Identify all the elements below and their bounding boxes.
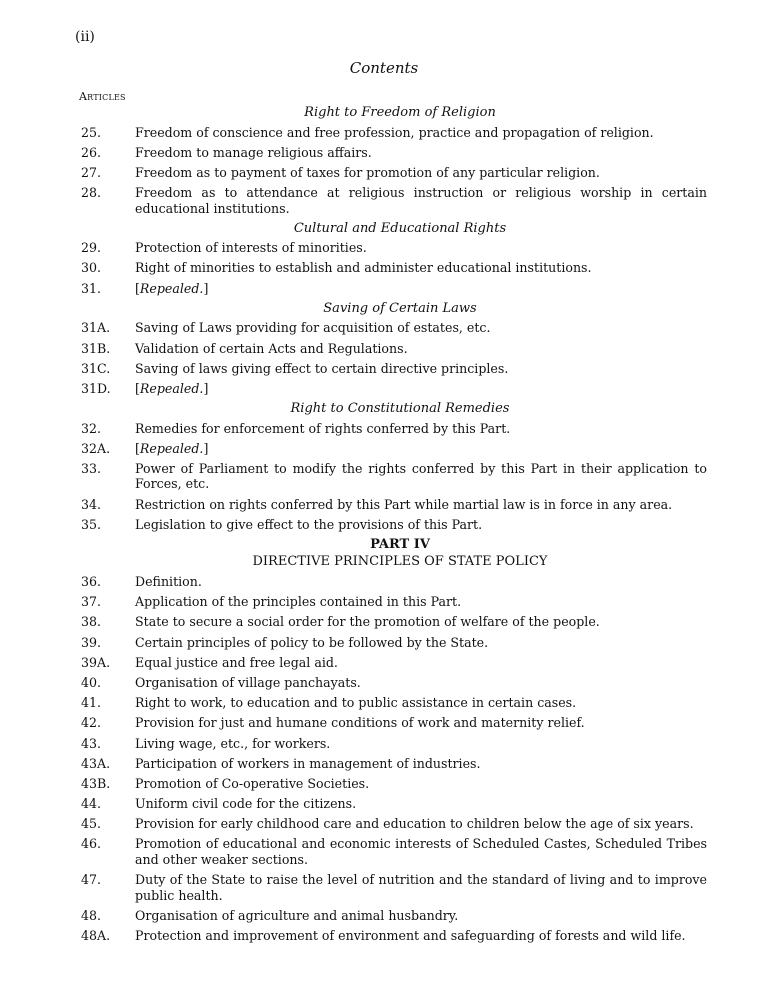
article-title: Organisation of village panchayats. — [135, 674, 361, 690]
article-entry-43b — [81, 776, 707, 792]
article-number: 39. — [81, 634, 102, 650]
article-title: Certain principles of policy to be followed by the State. — [135, 634, 489, 650]
article-title: Freedom as to payment of taxes for promotion of any particular religion. — [135, 164, 600, 180]
article-number: 32. — [81, 420, 102, 436]
page-title: Contents — [349, 59, 419, 77]
repealed-note: Repealed. — [139, 280, 204, 296]
article-number: 32A. — [81, 440, 111, 456]
article-entry-35 — [81, 517, 707, 533]
article-entry-37 — [81, 594, 707, 610]
article-title: Restriction on rights conferred by this Part while martial law is in force in any area. — [135, 496, 673, 512]
article-title: Freedom of conscience and free profession, practice and propagation of religion. — [135, 124, 654, 140]
article-number: 43B. — [81, 775, 111, 791]
article-title: Freedom as to attendance at religious instruction or religious worship in certain educational institutions. — [135, 185, 707, 216]
article-entry-36 — [81, 574, 707, 590]
article-entry-41 — [81, 695, 707, 711]
article-number: 37. — [81, 594, 102, 610]
article-entry-43a — [81, 756, 707, 772]
article-number: 31B. — [81, 340, 111, 356]
article-title: Validation of certain Acts and Regulations. — [135, 340, 408, 356]
article-entry-47 — [81, 872, 707, 903]
article-title: Legislation to give effect to the provisions of this Part. — [135, 516, 483, 532]
article-number: 31C. — [81, 360, 111, 376]
section-heading-right-to-freedom-of-religion: Right to Freedom of Religion — [304, 105, 496, 120]
article-number: 38. — [81, 614, 102, 630]
article-number: 31D. — [81, 380, 111, 396]
article-number: 48. — [81, 907, 102, 923]
bracket-open: [ — [135, 280, 140, 296]
article-entry-44 — [81, 796, 707, 812]
article-entry-31a — [81, 320, 707, 336]
article-number: 48A. — [81, 928, 111, 943]
contents-list — [81, 104, 707, 948]
article-entry-39 — [81, 635, 707, 651]
article-title — [135, 281, 707, 297]
article-entry-38 — [81, 614, 707, 630]
article-number: 35. — [81, 516, 102, 532]
article-entry-25 — [81, 125, 707, 141]
article-number: 29. — [81, 240, 102, 256]
article-number: 43. — [81, 735, 102, 751]
article-entry-33 — [81, 461, 707, 492]
article-title: Organisation of agriculture and animal husbandry. — [135, 907, 459, 923]
bracket-open: [ — [135, 380, 140, 396]
article-title: Protection and improvement of environment and safeguarding of forests and wild life. — [135, 928, 686, 943]
article-entry-26 — [81, 145, 707, 161]
article-number: 27. — [81, 164, 102, 180]
article-number: 36. — [81, 574, 102, 589]
article-number: 40. — [81, 674, 102, 690]
article-entry-34 — [81, 497, 707, 513]
article-title: Duty of the State to raise the level of nutrition and the standard of living and to improve public health. — [135, 872, 707, 903]
article-title — [135, 441, 707, 457]
article-title: Equal justice and free legal aid. — [135, 654, 338, 670]
bracket-close: ] — [203, 280, 209, 296]
article-entry-28 — [81, 185, 707, 216]
article-entry-45 — [81, 816, 707, 832]
articles-label: Articles — [79, 90, 126, 103]
article-title: Provision for early childhood care and education to children below the age of six years. — [135, 816, 694, 832]
article-number: 31A. — [81, 320, 111, 336]
article-number: 44. — [81, 796, 102, 812]
article-title: Provision for just and humane conditions of work and maternity relief. — [135, 715, 585, 731]
article-entry-31b — [81, 341, 707, 357]
article-title: Application of the principles contained in this Part. — [135, 594, 462, 610]
section-heading-cultural-and-educational-rights: Cultural and Educational Rights — [293, 220, 507, 236]
article-number: 33. — [81, 460, 102, 476]
article-number: 41. — [81, 695, 102, 711]
article-number: 45. — [81, 816, 102, 832]
article-entry-43 — [81, 736, 707, 752]
part-subtitle: DIRECTIVE PRINCIPLES OF STATE POLICY — [252, 553, 548, 569]
article-title: Remedies for enforcement of rights conferred by this Part. — [135, 420, 511, 436]
article-entry-40 — [81, 675, 707, 691]
bracket-open: [ — [135, 440, 140, 456]
article-entry-42 — [81, 715, 707, 731]
bracket-close: ] — [203, 380, 209, 396]
article-number: 28. — [81, 185, 102, 201]
article-number: 31. — [81, 280, 102, 296]
article-number: 46. — [81, 836, 102, 852]
article-title: Participation of workers in management of industries. — [135, 755, 481, 771]
section-heading-right-to-constitutional-remedies: Right to Constitutional Remedies — [290, 401, 510, 417]
article-title: Uniform civil code for the citizens. — [135, 796, 357, 812]
article-title: Promotion of educational and economic interests of Scheduled Castes, Scheduled Tribes and other weaker sections. — [135, 836, 707, 867]
article-title: Living wage, etc., for workers. — [135, 735, 331, 751]
article-title: Definition. — [135, 574, 202, 589]
article-entry-39a — [81, 655, 707, 671]
article-title: Right to work, to education and to public assistance in certain cases. — [135, 695, 577, 711]
article-title: State to secure a social order for the promotion of welfare of the people. — [135, 614, 600, 630]
article-title: Protection of interests of minorities. — [135, 240, 367, 256]
article-title — [135, 381, 707, 397]
repealed-note: Repealed. — [139, 380, 204, 396]
article-title: Saving of laws giving effect to certain directive principles. — [135, 360, 509, 376]
article-title: Saving of Laws providing for acquisition of estates, etc. — [135, 320, 491, 336]
part-heading: PART IV — [370, 537, 430, 552]
article-number: 42. — [81, 715, 102, 731]
article-number: 47. — [81, 872, 102, 888]
article-entry-30 — [81, 260, 707, 276]
article-number: 43A. — [81, 755, 111, 771]
article-entry-32a — [81, 441, 707, 457]
bracket-close: ] — [203, 440, 209, 456]
section-heading-saving-of-certain-laws: Saving of Certain Laws — [323, 300, 477, 316]
article-entry-29 — [81, 240, 707, 256]
page-number: (ii) — [75, 29, 95, 45]
article-number: 39A. — [81, 654, 111, 670]
repealed-note: Repealed. — [139, 440, 204, 456]
article-entry-32 — [81, 421, 707, 437]
article-entry-48a — [81, 928, 707, 944]
article-number: 30. — [81, 260, 102, 276]
article-number: 25. — [81, 124, 102, 140]
article-title: Right of minorities to establish and administer educational institutions. — [135, 260, 592, 276]
article-number: 34. — [81, 496, 102, 512]
article-number: 26. — [81, 144, 102, 160]
article-entry-48 — [81, 908, 707, 924]
article-title: Promotion of Co-operative Societies. — [135, 775, 370, 791]
article-entry-46 — [81, 836, 707, 867]
article-entry-31d — [81, 381, 707, 397]
article-entry-27 — [81, 165, 707, 181]
article-entry-31c — [81, 361, 707, 377]
article-entry-31 — [81, 281, 707, 297]
article-title: Power of Parliament to modify the rights conferred by this Part in their application to Forces, etc. — [135, 460, 707, 492]
article-title: Freedom to manage religious affairs. — [135, 144, 372, 160]
